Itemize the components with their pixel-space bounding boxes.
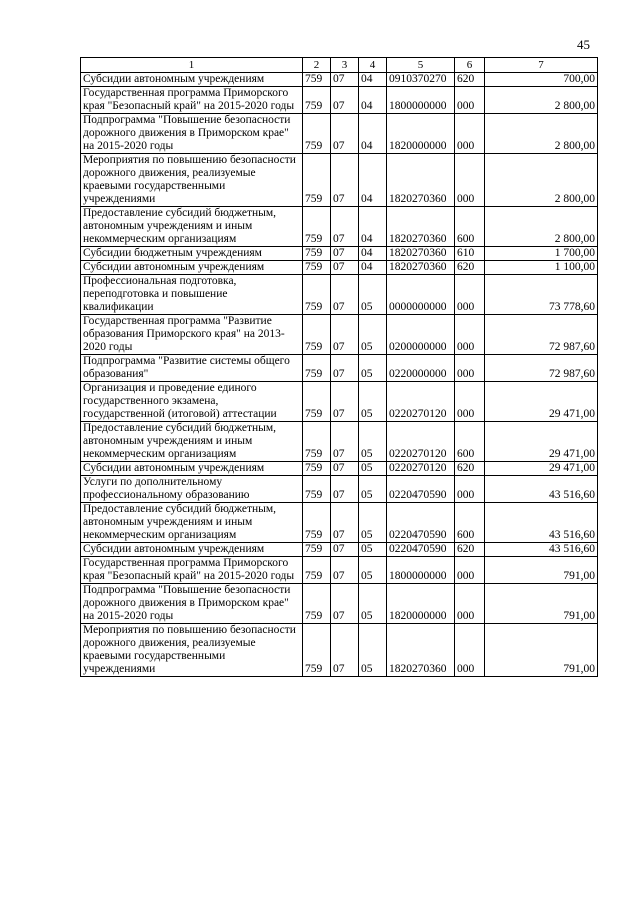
ved-cell: 759 (303, 247, 331, 261)
pr-cell: 05 (359, 543, 387, 557)
sum-cell: 29 471,00 (485, 422, 598, 462)
header-row (81, 58, 598, 73)
sum-cell: 2 800,00 (485, 87, 598, 114)
name-cell: Подпрограмма "Повышение безопасности дорожного движения в Приморском крае" на 2015-2020 годы (81, 584, 303, 624)
csr-cell: 0000000000 (387, 275, 455, 315)
vr-cell: 620 (455, 261, 485, 275)
rz-cell: 07 (331, 247, 359, 261)
vr-cell: 000 (455, 87, 485, 114)
vr-cell: 600 (455, 422, 485, 462)
vr-cell: 000 (455, 315, 485, 355)
table-row (81, 87, 598, 114)
csr-cell: 0220270120 (387, 462, 455, 476)
csr-cell: 0220470590 (387, 543, 455, 557)
sum-cell: 29 471,00 (485, 462, 598, 476)
sum-cell: 700,00 (485, 73, 598, 87)
pr-cell: 05 (359, 503, 387, 543)
rz-cell: 07 (331, 154, 359, 207)
rz-cell: 07 (331, 543, 359, 557)
ved-cell: 759 (303, 624, 331, 677)
sum-cell: 72 987,60 (485, 355, 598, 382)
vr-cell: 000 (455, 476, 485, 503)
sum-cell: 2 800,00 (485, 207, 598, 247)
name-cell: Мероприятия по повышению безопасности дорожного движения, реализуемые краевыми государственными учреждениями (81, 624, 303, 677)
ved-cell: 759 (303, 87, 331, 114)
pr-cell: 04 (359, 261, 387, 275)
name-cell: Государственная программа "Развитие образования Приморского края" на 2013-2020 годы (81, 315, 303, 355)
csr-cell: 1820270360 (387, 624, 455, 677)
csr-cell: 1820270360 (387, 247, 455, 261)
vr-cell: 000 (455, 557, 485, 584)
sum-cell: 43 516,60 (485, 503, 598, 543)
ved-cell: 759 (303, 422, 331, 462)
table-row (81, 503, 598, 543)
ved-cell: 759 (303, 275, 331, 315)
table-row (81, 382, 598, 422)
pr-cell: 05 (359, 624, 387, 677)
name-cell: Субсидии автономным учреждениям (81, 261, 303, 275)
pr-cell: 05 (359, 275, 387, 315)
rz-cell: 07 (331, 261, 359, 275)
pr-cell: 05 (359, 355, 387, 382)
pr-cell: 04 (359, 207, 387, 247)
table-row (81, 557, 598, 584)
sum-cell: 72 987,60 (485, 315, 598, 355)
table-row (81, 247, 598, 261)
name-cell: Организация и проведение единого государственного экзамена, государственной (итоговой) аттестации (81, 382, 303, 422)
pr-cell: 04 (359, 247, 387, 261)
header-cell: 6 (455, 58, 485, 73)
ved-cell: 759 (303, 355, 331, 382)
csr-cell: 0220470590 (387, 503, 455, 543)
ved-cell: 759 (303, 557, 331, 584)
sum-cell: 1 100,00 (485, 261, 598, 275)
pr-cell: 05 (359, 422, 387, 462)
sum-cell: 43 516,60 (485, 543, 598, 557)
rz-cell: 07 (331, 422, 359, 462)
name-cell: Услуги по дополнительному профессиональному образованию (81, 476, 303, 503)
rz-cell: 07 (331, 557, 359, 584)
rz-cell: 07 (331, 476, 359, 503)
name-cell: Субсидии автономным учреждениям (81, 543, 303, 557)
vr-cell: 000 (455, 114, 485, 154)
rz-cell: 07 (331, 503, 359, 543)
sum-cell: 43 516,60 (485, 476, 598, 503)
sum-cell: 791,00 (485, 584, 598, 624)
header-cell: 5 (387, 58, 455, 73)
csr-cell: 1820270360 (387, 154, 455, 207)
header-cell: 3 (331, 58, 359, 73)
pr-cell: 04 (359, 73, 387, 87)
rz-cell: 07 (331, 462, 359, 476)
header-cell: 1 (81, 58, 303, 73)
csr-cell: 1820270360 (387, 207, 455, 247)
rz-cell: 07 (331, 382, 359, 422)
rz-cell: 07 (331, 315, 359, 355)
sum-cell: 2 800,00 (485, 154, 598, 207)
csr-cell: 0200000000 (387, 315, 455, 355)
sum-cell: 1 700,00 (485, 247, 598, 261)
header-cell: 4 (359, 58, 387, 73)
sum-cell: 791,00 (485, 624, 598, 677)
name-cell: Субсидии бюджетным учреждениям (81, 247, 303, 261)
ved-cell: 759 (303, 543, 331, 557)
name-cell: Предоставление субсидий бюджетным, автономным учреждениям и иным некоммерческим организациям (81, 422, 303, 462)
name-cell: Подпрограмма "Повышение безопасности дорожного движения в Приморском крае" на 2015-2020 годы (81, 114, 303, 154)
name-cell: Государственная программа Приморского края "Безопасный край" на 2015-2020 годы (81, 87, 303, 114)
vr-cell: 000 (455, 154, 485, 207)
header-cell: 7 (485, 58, 598, 73)
rz-cell: 07 (331, 584, 359, 624)
vr-cell: 620 (455, 73, 485, 87)
table-row (81, 422, 598, 462)
ved-cell: 759 (303, 462, 331, 476)
csr-cell: 0910370270 (387, 73, 455, 87)
name-cell: Профессиональная подготовка, переподготовка и повышение квалификации (81, 275, 303, 315)
pr-cell: 05 (359, 382, 387, 422)
sum-cell: 791,00 (485, 557, 598, 584)
name-cell: Подпрограмма "Развитие системы общего образования" (81, 355, 303, 382)
table-row (81, 73, 598, 87)
csr-cell: 1820000000 (387, 584, 455, 624)
ved-cell: 759 (303, 382, 331, 422)
pr-cell: 04 (359, 114, 387, 154)
budget-table (80, 57, 598, 677)
ved-cell: 759 (303, 207, 331, 247)
ved-cell: 759 (303, 114, 331, 154)
rz-cell: 07 (331, 114, 359, 154)
table-row (81, 462, 598, 476)
ved-cell: 759 (303, 584, 331, 624)
name-cell: Субсидии автономным учреждениям (81, 73, 303, 87)
ved-cell: 759 (303, 73, 331, 87)
pr-cell: 04 (359, 87, 387, 114)
rz-cell: 07 (331, 87, 359, 114)
table-row (81, 584, 598, 624)
table-row (81, 624, 598, 677)
name-cell: Предоставление субсидий бюджетным, автономным учреждениям и иным некоммерческим организациям (81, 207, 303, 247)
vr-cell: 000 (455, 275, 485, 315)
table-row (81, 207, 598, 247)
rz-cell: 07 (331, 624, 359, 677)
sum-cell: 2 800,00 (485, 114, 598, 154)
csr-cell: 1800000000 (387, 557, 455, 584)
vr-cell: 620 (455, 543, 485, 557)
name-cell: Мероприятия по повышению безопасности дорожного движения, реализуемые краевыми государственными учреждениями (81, 154, 303, 207)
rz-cell: 07 (331, 275, 359, 315)
page-number: 45 (577, 37, 590, 52)
pr-cell: 05 (359, 557, 387, 584)
table-row (81, 261, 598, 275)
vr-cell: 600 (455, 207, 485, 247)
vr-cell: 000 (455, 624, 485, 677)
table-row (81, 543, 598, 557)
name-cell: Государственная программа Приморского края "Безопасный край" на 2015-2020 годы (81, 557, 303, 584)
ved-cell: 759 (303, 476, 331, 503)
csr-cell: 0220470590 (387, 476, 455, 503)
pr-cell: 05 (359, 476, 387, 503)
vr-cell: 000 (455, 355, 485, 382)
csr-cell: 0220000000 (387, 355, 455, 382)
table-body (81, 73, 598, 677)
sum-cell: 29 471,00 (485, 382, 598, 422)
pr-cell: 05 (359, 315, 387, 355)
csr-cell: 1820270360 (387, 261, 455, 275)
vr-cell: 600 (455, 503, 485, 543)
vr-cell: 610 (455, 247, 485, 261)
pr-cell: 04 (359, 154, 387, 207)
table-row (81, 476, 598, 503)
name-cell: Субсидии автономным учреждениям (81, 462, 303, 476)
csr-cell: 1800000000 (387, 87, 455, 114)
ved-cell: 759 (303, 261, 331, 275)
vr-cell: 000 (455, 584, 485, 624)
ved-cell: 759 (303, 315, 331, 355)
csr-cell: 0220270120 (387, 422, 455, 462)
pr-cell: 05 (359, 462, 387, 476)
rz-cell: 07 (331, 207, 359, 247)
vr-cell: 000 (455, 382, 485, 422)
header-cell: 2 (303, 58, 331, 73)
rz-cell: 07 (331, 355, 359, 382)
ved-cell: 759 (303, 154, 331, 207)
name-cell: Предоставление субсидий бюджетным, автономным учреждениям и иным некоммерческим организациям (81, 503, 303, 543)
csr-cell: 0220270120 (387, 382, 455, 422)
vr-cell: 620 (455, 462, 485, 476)
table-row (81, 355, 598, 382)
ved-cell: 759 (303, 503, 331, 543)
table-row (81, 315, 598, 355)
table-row (81, 154, 598, 207)
csr-cell: 1820000000 (387, 114, 455, 154)
rz-cell: 07 (331, 73, 359, 87)
sum-cell: 73 778,60 (485, 275, 598, 315)
table-row (81, 275, 598, 315)
pr-cell: 05 (359, 584, 387, 624)
table-row (81, 114, 598, 154)
